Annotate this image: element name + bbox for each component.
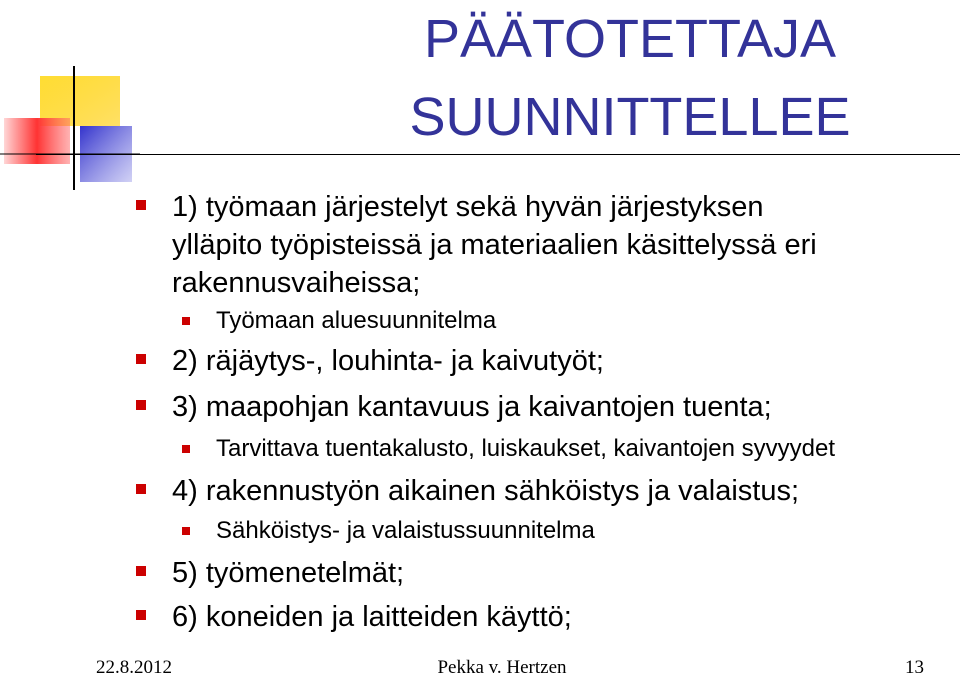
bullet-text: 4) rakennustyön aikainen sähköistys ja valaistus; [172,475,800,507]
bullet-item-2 [172,342,932,380]
title-line-2: SUUNNITTELLEE [409,87,851,147]
bullet-text: 3) maapohjan kantavuus ja kaivantojen tuenta; [172,391,772,423]
bullet-text: 2) räjäytys-, louhinta- ja kaivutyöt; [172,345,604,377]
square-bullet-icon [136,484,146,494]
footer-author: Pekka v. Hertzen [437,657,567,678]
square-bullet-icon [136,354,146,364]
bullet-text: 6) koneiden ja laitteiden käyttö; [172,601,572,633]
square-bullet-icon [136,200,146,210]
sub-bullet-text: Tarvittava tuentakalusto, luiskaukset, kaivantojen syvyydet [216,435,835,462]
bullet-text-line: 1) työmaan järjestelyt sekä hyvän järjestyksen [172,191,764,223]
square-bullet-icon [182,527,190,535]
sub-bullet-item-3 [216,514,946,548]
bullet-text-line: rakennusvaiheissa; [172,267,421,299]
page-number: 13 [905,657,924,678]
footer-date: 22.8.2012 [96,657,172,678]
sub-bullet-item-2 [216,432,946,466]
bullet-item-6 [172,598,932,636]
square-bullet-icon [182,445,190,453]
bullet-item-3 [172,388,932,426]
square-bullet-icon [136,566,146,576]
bullet-item-1 [172,188,932,302]
bullet-item-4 [172,472,932,510]
title-line-1: PÄÄTOTETTAJA [423,9,837,69]
bullet-item-5 [172,554,932,592]
sub-bullet-text: Työmaan aluesuunnitelma [216,307,497,334]
bullet-text: 5) työmenetelmät; [172,557,405,589]
bullet-text-line: ylläpito työpisteissä ja materiaalien käsittelyssä eri [172,229,817,261]
square-bullet-icon [136,610,146,620]
sub-bullet-item-1 [216,304,946,338]
square-bullet-icon [136,400,146,410]
sub-bullet-text: Sähköistys- ja valaistussuunnitelma [216,517,595,544]
square-bullet-icon [182,317,190,325]
